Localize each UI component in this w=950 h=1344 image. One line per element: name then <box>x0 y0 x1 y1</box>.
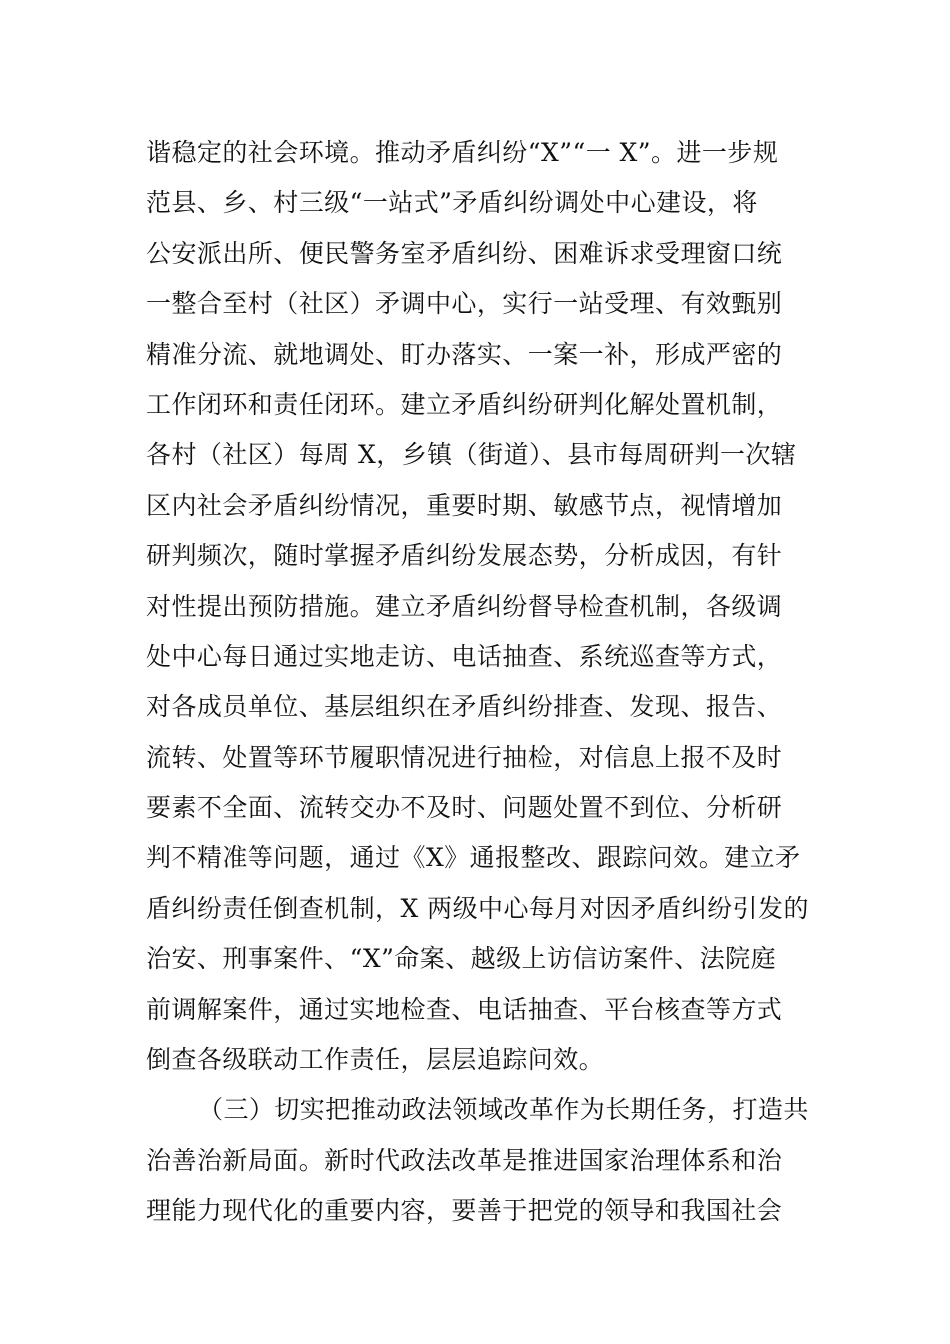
text-line: 流转、处置等环节履职情况进行抽检，对信息上报不及时 <box>146 742 783 772</box>
text-line: 倒查各级联动工作责任，层层追踪问效。 <box>146 1045 605 1075</box>
text-line: 盾纠纷责任倒查机制，X 两级中心每月对因矛盾纠纷引发的 <box>146 893 809 923</box>
text-line: 处中心每日通过实地走访、电话抽查、系统巡查等方式， <box>146 641 783 671</box>
text-line: 工作闭环和责任闭环。建立矛盾纠纷研判化解处置机制， <box>146 389 783 419</box>
text-line: 治安、刑事案件、“X”命案、越级上访信访案件、法院庭 <box>146 944 777 974</box>
text-line: 研判频次，随时掌握矛盾纠纷发展态势，分析成因，有针 <box>146 541 783 571</box>
body-text <box>146 128 816 1237</box>
text-line: 对各成员单位、基层组织在矛盾纠纷排查、发现、报告、 <box>146 692 783 722</box>
text-line: 理能力现代化的重要内容，要善于把党的领导和我国社会 <box>146 1196 783 1226</box>
text-line: 要素不全面、流转交办不及时、问题处置不到位、分析研 <box>146 793 783 823</box>
text-line: 谐稳定的社会环境。推动矛盾纠纷“X”“一 X”。进一步规 <box>146 138 779 167</box>
text-line: 精准分流、就地调处、盯办落实、一案一补，形成严密的 <box>146 339 783 369</box>
text-line: 前调解案件，通过实地检查、电话抽查、平台核查等方式 <box>146 994 783 1024</box>
section-heading-line: （三）切实把推动政法领域改革作为长期任务，打造共 <box>198 1095 809 1125</box>
text-line: 范县、乡、村三级“一站式”矛盾纠纷调处中心建设，将 <box>146 188 758 218</box>
text-line: 公安派出所、便民警务室矛盾纠纷、困难诉求受理窗口统 <box>146 238 783 268</box>
text-line: 一整合至村（社区）矛调中心，实行一站受理、有效甄别 <box>146 289 783 319</box>
text-line: 各村（社区）每周 X，乡镇（街道）、县市每周研判一次辖 <box>146 440 797 470</box>
text-line: 治善治新局面。新时代政法改革是推进国家治理体系和治 <box>146 1145 783 1175</box>
text-line: 判不精准等问题，通过《X》通报整改、跟踪问效。建立矛 <box>146 843 801 873</box>
text-line: 对性提出预防措施。建立矛盾纠纷督导检查机制，各级调 <box>146 591 783 621</box>
text-line: 区内社会矛盾纠纷情况，重要时期、敏感节点，视情增加 <box>146 490 783 520</box>
